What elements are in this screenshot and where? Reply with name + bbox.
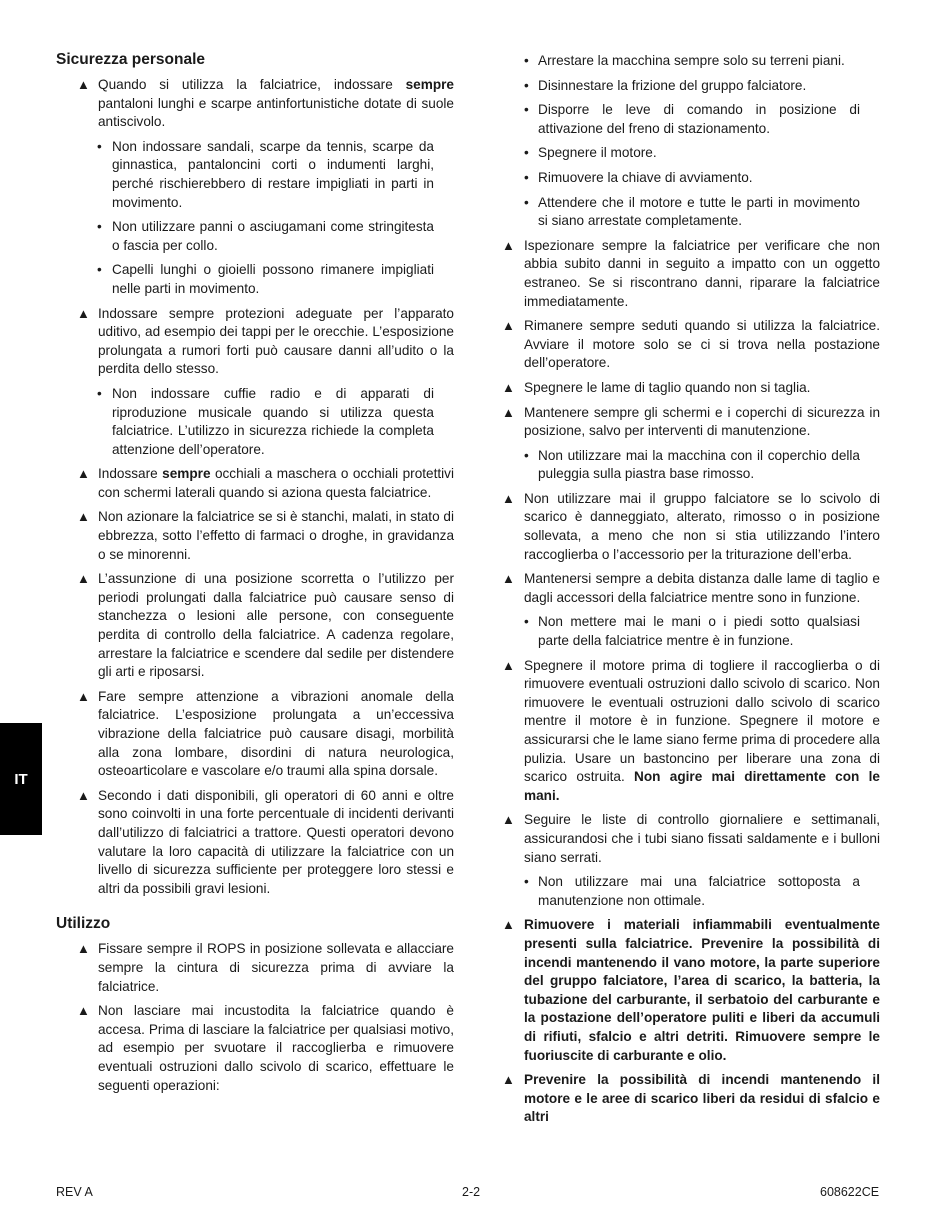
text: Seguire le liste di controllo giornaliere e settimanali, assicurandosi che i tubi siano fissati saldamente e i bulloni siano serrati. — [524, 812, 880, 865]
warning-item — [504, 1071, 880, 1127]
warning-triangle-icon: ▲ — [502, 490, 515, 506]
warning-item — [504, 490, 880, 564]
bullet-item — [504, 447, 880, 484]
text: Prevenire la possibilità di incendi mantenendo il motore e le aree di scarico liberi da residui di sfalcio e altri — [524, 1072, 880, 1125]
right-column — [504, 52, 880, 1133]
warning-triangle-icon: ▲ — [502, 379, 515, 395]
warning-item — [504, 379, 880, 398]
warning-item — [56, 1002, 454, 1095]
warning-triangle-icon: ▲ — [77, 571, 90, 587]
warning-triangle-icon: ▲ — [502, 404, 515, 420]
text: Indossare — [98, 466, 163, 482]
warning-triangle-icon: ▲ — [502, 318, 515, 334]
warning-item — [56, 305, 454, 379]
warning-item — [56, 570, 454, 682]
text: Rimuovere la chiave di avviamento. — [538, 169, 753, 185]
bullet-icon: • — [524, 194, 529, 210]
bullet-icon: • — [524, 447, 529, 463]
text: Non indossare sandali, scarpe da tennis, scarpe da ginnastica, pantaloncini corti o indumenti larghi, perché rischierebbero di restare impigliati in parti in movimento. — [112, 138, 434, 210]
left-column — [56, 50, 454, 1101]
warning-triangle-icon: ▲ — [502, 571, 515, 587]
section-heading-operation: Utilizzo — [56, 915, 111, 933]
warning-triangle-icon: ▲ — [77, 941, 90, 957]
text: Non mettere mai le mani o i piedi sotto qualsiasi parte della falciatrice mentre è in funzione. — [538, 614, 860, 649]
emphasis: sempre — [405, 77, 454, 92]
warning-triangle-icon: ▲ — [77, 77, 90, 92]
warning-item — [504, 237, 880, 311]
text: L’assunzione di una posizione scorretta o l’utilizzo per periodi prolungati dalla falciatrice può causare senso di stanchezza o lesioni alle persone, con conseguente perdita di controllo della falciatrice. A cadenza regolare, arrestare la falciatrice e scendere dal sedile per distendere gli arti e riposarsi. — [98, 571, 454, 680]
warning-triangle-icon: ▲ — [77, 509, 90, 525]
text: Spegnere il motore prima di togliere il raccoglierba o di rimuovere eventuali ostruzioni dallo scivolo di scarico. Non rimuovere le eventuali ostruzioni dallo scivolo di scarico mentre il motore è in funzione. Spegnere il motore e assicurarsi che le lame siano ferme prima di procedere alla pulizia. Usare un bastoncino per liberare una zona di scarico ostruita. — [524, 657, 880, 785]
warning-triangle-icon: ▲ — [77, 1003, 90, 1019]
text: Ispezionare sempre la falciatrice per verificare che non abbia subito danni in seguito a impatto con un oggetto estraneo. Se si riscontrano danni, riparare la falciatrice immediatamente. — [524, 237, 880, 309]
bullet-item — [56, 218, 454, 255]
text: Non azionare la falciatrice se si è stanchi, malati, in stato di ebbrezza, sotto l’effetto di farmaci o droghe, in gravidanza o se minorenni. — [98, 509, 454, 562]
bullet-item — [504, 144, 880, 163]
bullet-item — [56, 261, 454, 298]
text: pantaloni lunghi e scarpe antinfortunistiche dotate di suole antiscivolo. — [98, 95, 454, 130]
language-tab-label: IT — [14, 770, 28, 788]
bullet-icon: • — [524, 102, 529, 118]
warning-triangle-icon: ▲ — [502, 917, 515, 933]
warning-triangle-icon: ▲ — [77, 787, 90, 803]
emphasis: sempre — [162, 466, 211, 482]
text: Non lasciare mai incustodita la falciatrice quando è accesa. Prima di lasciare la falciatrice per qualsiasi motivo, ad esempio per svuotare il raccoglierba e rimuovere eventuali ostruzioni dallo scivolo di scarico, effettuare le seguenti operazioni: — [98, 1003, 454, 1093]
bullet-item — [504, 169, 880, 188]
footer-page-number: 2-2 — [462, 1185, 481, 1199]
bullet-item — [56, 385, 454, 459]
text: Disinnestare la frizione del gruppo falciatore. — [538, 77, 807, 93]
text: Capelli lunghi o gioielli possono rimanere impigliati nelle parti in movimento. — [112, 262, 434, 296]
text: Fare sempre attenzione a vibrazioni anomale della falciatrice. L’esposizione prolungata a un’eccessiva vibrazione della falciatrice può causare disagi, morbilità alla zona lombare, disordini di natura neurologica, osteoarticolare e vascolare e/o traumi alla spina dorsale. — [98, 688, 454, 779]
bullet-icon: • — [97, 138, 102, 154]
warning-item — [504, 570, 880, 607]
text: occhiali a maschera o occhiali protettivi con schermi laterali quando si aziona questa falciatrice. — [98, 466, 454, 500]
text: Fissare sempre il ROPS in posizione sollevata e allacciare sempre la cintura di sicurezza prima di avviare la falciatrice. — [98, 941, 454, 994]
warning-triangle-icon: ▲ — [502, 1072, 515, 1088]
bullet-icon: • — [97, 219, 102, 235]
footer-document-code: 608622CE — [820, 1185, 880, 1199]
text: Arrestare la macchina sempre solo su terreni piani. — [538, 53, 845, 68]
warning-item — [504, 916, 880, 1065]
footer-revision: REV A — [56, 1185, 93, 1199]
warning-item — [56, 787, 454, 899]
bullet-item — [504, 77, 880, 96]
text: Mantenersi sempre a debita distanza dalle lame di taglio e dagli accessori della falciatrice mentre sono in funzione. — [524, 571, 880, 605]
warning-item — [56, 465, 454, 502]
bullet-icon: • — [97, 385, 102, 401]
bullet-icon: • — [524, 145, 529, 161]
warning-item — [56, 76, 454, 132]
warning-triangle-icon: ▲ — [502, 237, 515, 253]
bullet-item — [504, 101, 880, 138]
text: Rimanere sempre seduti quando si utilizza la falciatrice. Avviare il motore solo se ci si trova nella postazione dell’operatore. — [524, 318, 880, 371]
bullet-item — [504, 613, 880, 650]
warning-triangle-icon: ▲ — [77, 305, 90, 321]
text: Spegnere le lame di taglio quando non si taglia. — [524, 379, 811, 395]
warning-item — [504, 317, 880, 373]
warning-triangle-icon: ▲ — [77, 466, 90, 482]
bullet-icon: • — [524, 169, 529, 185]
warning-item — [56, 508, 454, 564]
bullet-item — [504, 52, 880, 71]
bullet-icon: • — [524, 53, 529, 68]
bullet-icon: • — [97, 262, 102, 278]
language-tab — [0, 723, 42, 835]
bullet-icon: • — [524, 77, 529, 93]
section-heading-personal-safety: Sicurezza personale — [56, 51, 206, 68]
text: Non utilizzare mai il gruppo falciatore se lo scivolo di scarico è danneggiato, alterato, rimosso o in posizione sollevata, a meno che non si stia utilizzando l’intero raccoglierba o l’accessorio per la triturazione dell’erba. — [524, 490, 880, 562]
warning-item — [56, 940, 454, 996]
warning-item — [504, 657, 880, 806]
bullet-item — [56, 138, 454, 212]
text: Non utilizzare mai la macchina con il coperchio della puleggia sulla piastra base rimosso. — [538, 447, 860, 482]
text: Disporre le leve di comando in posizione di attivazione del freno di stazionamento. — [538, 102, 860, 136]
text: Non indossare cuffie radio e di apparati di riproduzione musicale quando si utilizza questa falciatrice. L’utilizzo in sicurezza richiede la completa attenzione dell’operatore. — [112, 385, 434, 457]
warning-triangle-icon: ▲ — [502, 657, 515, 673]
text: Attendere che il motore e tutte le parti in movimento si siano arrestate completamente. — [538, 194, 860, 229]
warning-item — [504, 404, 880, 441]
text: Spegnere il motore. — [538, 145, 657, 161]
bullet-icon: • — [524, 874, 529, 890]
emphasis: Non agire mai direttamente con le mani. — [524, 769, 880, 803]
warning-item — [56, 688, 454, 781]
warning-triangle-icon: ▲ — [502, 812, 515, 828]
text: Mantenere sempre gli schermi e i coperchi di sicurezza in posizione, salvo per interventi di manutenzione. — [524, 404, 880, 439]
warning-item — [504, 811, 880, 867]
bullet-item — [504, 194, 880, 231]
text: Rimuovere i materiali infiammabili eventualmente presenti sulla falciatrice. Prevenire la possibilità di incendi mantenendo il vano motore, la parte superiore del gruppo falciatore, l’area di scarico, la batteria, la tubazione del carburante, il serbatoio del carburante e la postazione dell’operatore puliti e liberi da accumuli di rifiuti, sfalcio e altri detriti. Rimuovere sempre le fuoriuscite di carburante e olio. — [524, 917, 880, 1063]
bullet-item — [504, 873, 880, 910]
text: Non utilizzare mai una falciatrice sottoposta a manutenzione non ottimale. — [538, 874, 860, 908]
text: Non utilizzare panni o asciugamani come stringitesta o fascia per collo. — [112, 219, 434, 253]
text: Quando si utilizza la falciatrice, indossare — [98, 77, 406, 92]
bullet-icon: • — [524, 614, 529, 630]
text: Secondo i dati disponibili, gli operatori di 60 anni e oltre sono coinvolti in una forte percentuale di incidenti derivanti dall’utilizzo di falciatrici a trattore. Questi operatori devono valutare la loro capacità di utilizzare la falciatrice con un livello di sicurezza sufficiente per proteggere loro stessi e altri da possibili gravi lesioni. — [98, 787, 454, 896]
warning-triangle-icon: ▲ — [77, 688, 90, 704]
text: Indossare sempre protezioni adeguate per l’apparato uditivo, ad esempio dei tappi per le orecchie. L’esposizione prolungata a rumori forti può causare danni all’udito o la perdita dello stesso. — [98, 305, 454, 377]
